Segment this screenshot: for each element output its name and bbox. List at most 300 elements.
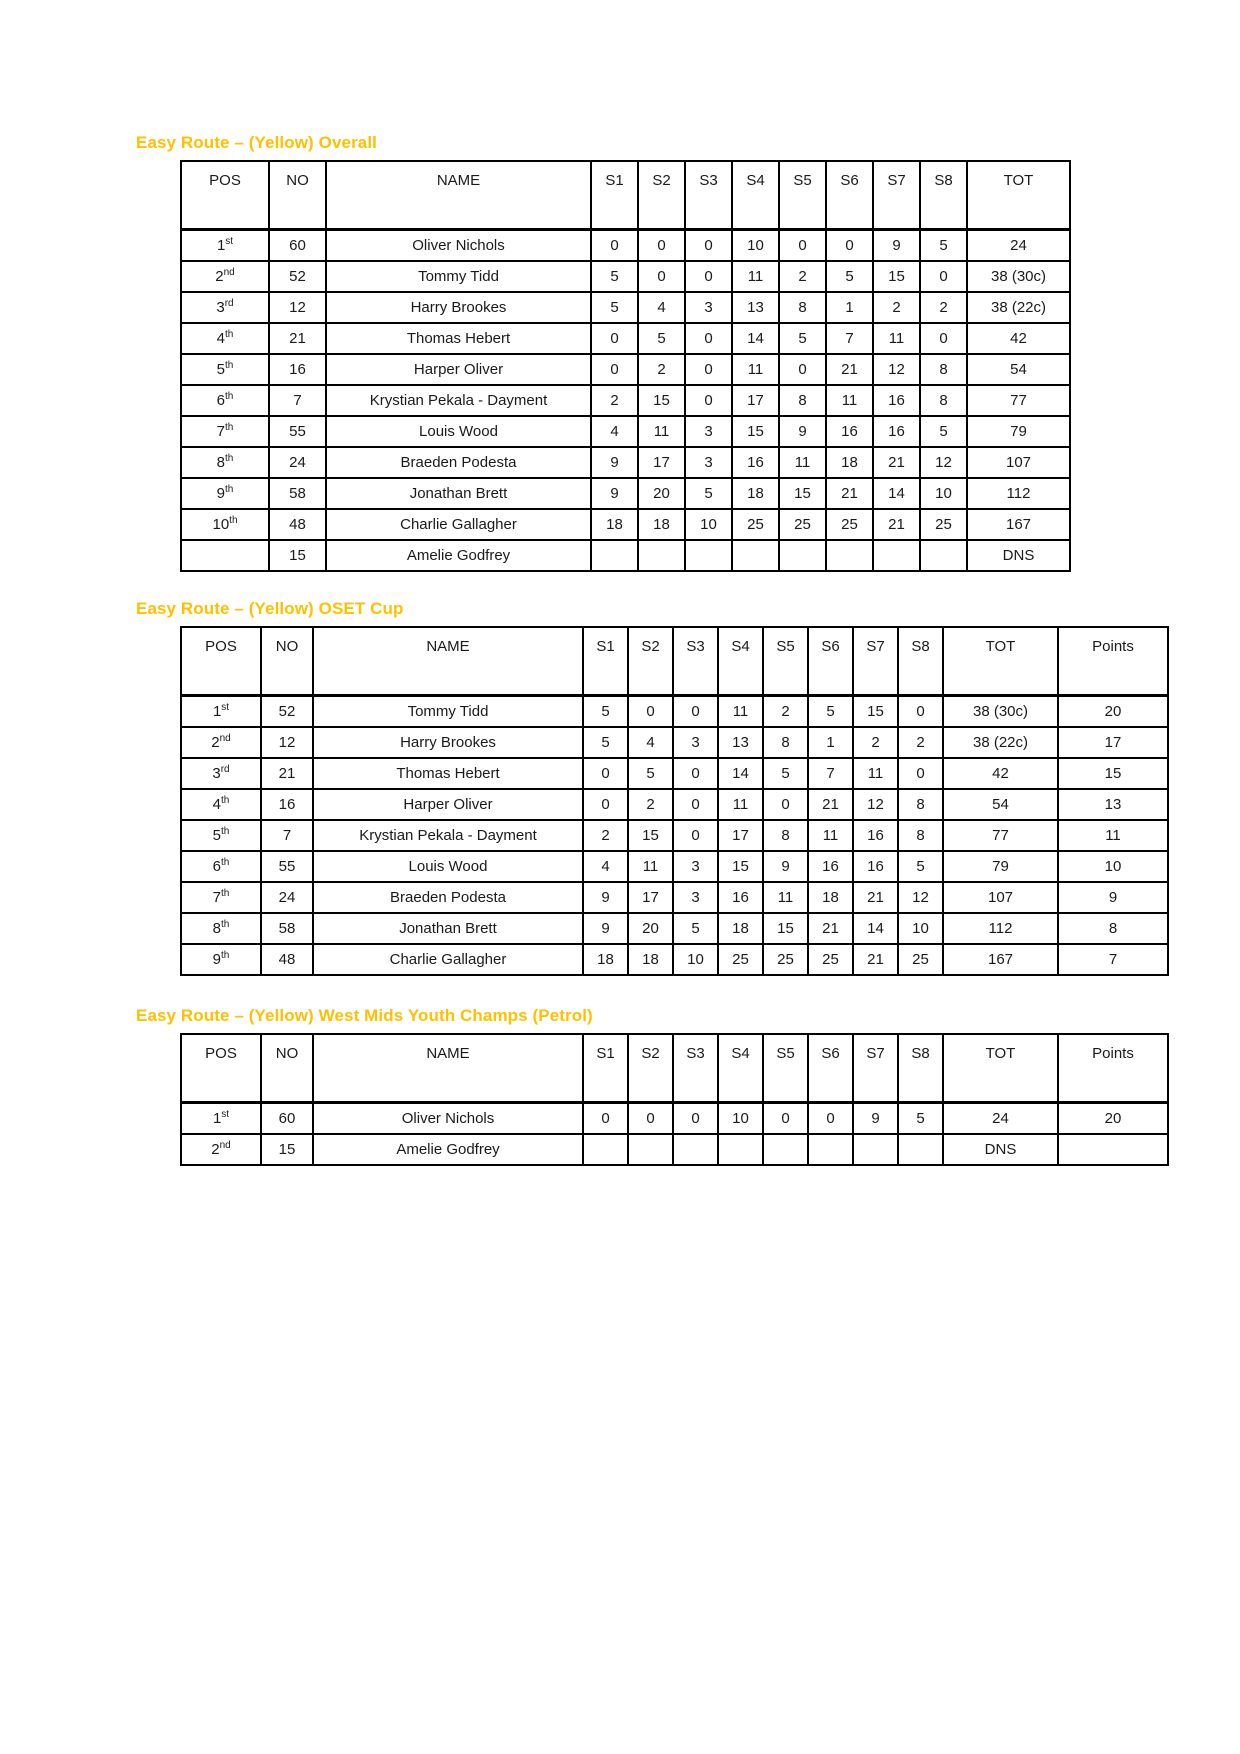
- cell-s5: 2: [779, 261, 826, 292]
- cell-s2: 20: [638, 478, 685, 509]
- cell-s3: 3: [685, 416, 732, 447]
- results-table-west-mids: [180, 1033, 1169, 1166]
- cell-pos: 2nd: [181, 1134, 261, 1165]
- cell-s7: 2: [853, 727, 898, 758]
- cell-name: Harper Oliver: [313, 789, 583, 820]
- cell-s5: 11: [779, 447, 826, 478]
- cell-s8: 5: [898, 1103, 943, 1135]
- cell-s1: 5: [591, 292, 638, 323]
- cell-pos: 1st: [181, 696, 261, 728]
- cell-s7: [873, 540, 920, 571]
- cell-s1: 18: [591, 509, 638, 540]
- column-header-s4: S4: [718, 627, 763, 696]
- cell-s3: 10: [673, 944, 718, 975]
- cell-s6: 25: [808, 944, 853, 975]
- cell-s5: [779, 540, 826, 571]
- section-oset-cup: [136, 599, 1200, 976]
- cell-s1: 9: [591, 478, 638, 509]
- cell-tot: 77: [943, 820, 1058, 851]
- cell-points: 9: [1058, 882, 1168, 913]
- cell-s3: 0: [685, 261, 732, 292]
- cell-s3: 0: [685, 230, 732, 262]
- cell-s8: 25: [920, 509, 967, 540]
- cell-s5: 25: [779, 509, 826, 540]
- cell-s6: 1: [826, 292, 873, 323]
- cell-s1: 5: [583, 696, 628, 728]
- cell-pos: 3rd: [181, 292, 269, 323]
- cell-points: 20: [1058, 696, 1168, 728]
- cell-s1: 0: [583, 1103, 628, 1135]
- column-header-s1: S1: [583, 627, 628, 696]
- cell-s5: 9: [779, 416, 826, 447]
- cell-s7: 21: [853, 882, 898, 913]
- cell-s6: 18: [808, 882, 853, 913]
- column-header-no: NO: [261, 1034, 313, 1103]
- cell-s8: 25: [898, 944, 943, 975]
- table-row: [181, 820, 1168, 851]
- cell-s8: 5: [920, 230, 967, 262]
- column-header-pos: POS: [181, 627, 261, 696]
- cell-s1: [591, 540, 638, 571]
- cell-s4: 17: [718, 820, 763, 851]
- cell-s6: 16: [826, 416, 873, 447]
- cell-pos: 7th: [181, 882, 261, 913]
- cell-s6: 21: [808, 789, 853, 820]
- cell-tot: DNS: [967, 540, 1070, 571]
- cell-no: 52: [261, 696, 313, 728]
- column-header-s5: S5: [779, 161, 826, 230]
- cell-s5: 0: [763, 1103, 808, 1135]
- cell-no: 15: [269, 540, 326, 571]
- cell-s2: 0: [628, 1103, 673, 1135]
- cell-s3: [673, 1134, 718, 1165]
- cell-name: Jonathan Brett: [313, 913, 583, 944]
- cell-points: 20: [1058, 1103, 1168, 1135]
- cell-points: 8: [1058, 913, 1168, 944]
- table-row: [181, 354, 1070, 385]
- cell-s7: 14: [873, 478, 920, 509]
- cell-pos: 4th: [181, 323, 269, 354]
- cell-tot: 79: [943, 851, 1058, 882]
- cell-s4: 10: [732, 230, 779, 262]
- cell-s6: 21: [826, 478, 873, 509]
- cell-s8: 0: [920, 261, 967, 292]
- cell-name: Charlie Gallagher: [326, 509, 591, 540]
- column-header-s4: S4: [732, 161, 779, 230]
- table-row: [181, 447, 1070, 478]
- cell-s5: [763, 1134, 808, 1165]
- column-header-name: NAME: [326, 161, 591, 230]
- table-row: [181, 758, 1168, 789]
- column-header-s7: S7: [873, 161, 920, 230]
- cell-s2: 11: [628, 851, 673, 882]
- column-header-s1: S1: [591, 161, 638, 230]
- cell-s8: 8: [920, 385, 967, 416]
- column-header-s3: S3: [673, 1034, 718, 1103]
- cell-s4: 14: [732, 323, 779, 354]
- cell-pos: 5th: [181, 820, 261, 851]
- cell-s5: 8: [763, 727, 808, 758]
- cell-pos: 4th: [181, 789, 261, 820]
- cell-tot: 112: [967, 478, 1070, 509]
- cell-s2: 5: [638, 323, 685, 354]
- cell-tot: 54: [943, 789, 1058, 820]
- cell-tot: 107: [943, 882, 1058, 913]
- cell-no: 55: [261, 851, 313, 882]
- cell-pos: 2nd: [181, 261, 269, 292]
- cell-no: 60: [261, 1103, 313, 1135]
- cell-no: 55: [269, 416, 326, 447]
- cell-s2: 20: [628, 913, 673, 944]
- cell-s5: 0: [779, 354, 826, 385]
- cell-s8: 0: [898, 758, 943, 789]
- cell-pos: 6th: [181, 385, 269, 416]
- results-table-overall: [180, 160, 1071, 572]
- cell-s3: 3: [673, 882, 718, 913]
- cell-s4: 16: [732, 447, 779, 478]
- cell-s6: [826, 540, 873, 571]
- cell-tot: 38 (22c): [967, 292, 1070, 323]
- cell-s3: 0: [685, 323, 732, 354]
- column-header-name: NAME: [313, 627, 583, 696]
- table-row: [181, 323, 1070, 354]
- cell-pos: 5th: [181, 354, 269, 385]
- cell-s8: 10: [898, 913, 943, 944]
- table-row: [181, 1134, 1168, 1165]
- cell-s3: 0: [673, 758, 718, 789]
- cell-s7: 11: [873, 323, 920, 354]
- column-header-s6: S6: [826, 161, 873, 230]
- cell-s1: 9: [591, 447, 638, 478]
- cell-s6: 16: [808, 851, 853, 882]
- cell-s5: 0: [763, 789, 808, 820]
- column-header-name: NAME: [313, 1034, 583, 1103]
- cell-s3: 5: [673, 913, 718, 944]
- column-header-s2: S2: [638, 161, 685, 230]
- column-header-s5: S5: [763, 627, 808, 696]
- cell-s6: 21: [826, 354, 873, 385]
- header-row: [181, 627, 1168, 696]
- cell-name: Harper Oliver: [326, 354, 591, 385]
- cell-s5: 11: [763, 882, 808, 913]
- cell-s5: 8: [779, 385, 826, 416]
- table-row: [181, 416, 1070, 447]
- column-header-s7: S7: [853, 627, 898, 696]
- cell-s4: [718, 1134, 763, 1165]
- cell-no: 52: [269, 261, 326, 292]
- table-row: [181, 385, 1070, 416]
- table-row: [181, 478, 1070, 509]
- cell-s3: 0: [685, 354, 732, 385]
- cell-s4: 10: [718, 1103, 763, 1135]
- table-row: [181, 230, 1070, 262]
- cell-pos: 6th: [181, 851, 261, 882]
- table-row: [181, 1103, 1168, 1135]
- cell-s4: 25: [718, 944, 763, 975]
- column-header-pos: POS: [181, 1034, 261, 1103]
- cell-s8: 0: [920, 323, 967, 354]
- cell-s8: 0: [898, 696, 943, 728]
- cell-no: 16: [261, 789, 313, 820]
- cell-no: 58: [261, 913, 313, 944]
- cell-s2: 5: [628, 758, 673, 789]
- cell-name: Tommy Tidd: [326, 261, 591, 292]
- cell-name: Amelie Godfrey: [313, 1134, 583, 1165]
- cell-no: 7: [261, 820, 313, 851]
- cell-pos: 7th: [181, 416, 269, 447]
- cell-s7: 12: [853, 789, 898, 820]
- cell-s7: [853, 1134, 898, 1165]
- cell-s2: 2: [628, 789, 673, 820]
- cell-s2: 0: [628, 696, 673, 728]
- cell-tot: 38 (30c): [967, 261, 1070, 292]
- cell-s4: [732, 540, 779, 571]
- cell-no: 12: [261, 727, 313, 758]
- cell-no: 60: [269, 230, 326, 262]
- cell-s1: 5: [583, 727, 628, 758]
- cell-tot: 24: [943, 1103, 1058, 1135]
- cell-s4: 11: [718, 789, 763, 820]
- cell-tot: 42: [967, 323, 1070, 354]
- cell-points: 10: [1058, 851, 1168, 882]
- cell-name: Krystian Pekala - Dayment: [326, 385, 591, 416]
- cell-s3: 3: [685, 292, 732, 323]
- table-row: [181, 913, 1168, 944]
- cell-s8: [920, 540, 967, 571]
- column-header-s7: S7: [853, 1034, 898, 1103]
- header-row: [181, 1034, 1168, 1103]
- cell-s1: 0: [591, 354, 638, 385]
- cell-no: 48: [269, 509, 326, 540]
- cell-tot: 79: [967, 416, 1070, 447]
- table-row: [181, 540, 1070, 571]
- column-header-tot: TOT: [943, 627, 1058, 696]
- cell-s4: 11: [718, 696, 763, 728]
- cell-s7: 15: [873, 261, 920, 292]
- cell-s1: [583, 1134, 628, 1165]
- cell-s7: 11: [853, 758, 898, 789]
- column-header-points: Points: [1058, 1034, 1168, 1103]
- cell-pos: 9th: [181, 478, 269, 509]
- cell-pos: 1st: [181, 1103, 261, 1135]
- column-header-pos: POS: [181, 161, 269, 230]
- cell-no: 12: [269, 292, 326, 323]
- cell-s3: 0: [673, 1103, 718, 1135]
- cell-s1: 4: [583, 851, 628, 882]
- cell-tot: 77: [967, 385, 1070, 416]
- cell-name: Braeden Podesta: [313, 882, 583, 913]
- cell-s2: 4: [638, 292, 685, 323]
- cell-s7: 2: [873, 292, 920, 323]
- cell-s5: 2: [763, 696, 808, 728]
- cell-s2: 0: [638, 230, 685, 262]
- cell-tot: 24: [967, 230, 1070, 262]
- cell-name: Thomas Hebert: [326, 323, 591, 354]
- cell-s2: 18: [638, 509, 685, 540]
- cell-s4: 18: [718, 913, 763, 944]
- cell-s6: 5: [826, 261, 873, 292]
- cell-s4: 13: [718, 727, 763, 758]
- cell-points: 11: [1058, 820, 1168, 851]
- cell-s6: 11: [826, 385, 873, 416]
- cell-pos: 9th: [181, 944, 261, 975]
- cell-s3: 3: [673, 727, 718, 758]
- cell-s1: 0: [583, 758, 628, 789]
- header-row: [181, 161, 1070, 230]
- table-row: [181, 851, 1168, 882]
- cell-s8: 8: [898, 820, 943, 851]
- section-title-oset-cup: Easy Route – (Yellow) OSET Cup: [136, 599, 404, 618]
- column-header-no: NO: [269, 161, 326, 230]
- cell-s8: 8: [920, 354, 967, 385]
- cell-s1: 0: [591, 323, 638, 354]
- cell-pos: 2nd: [181, 727, 261, 758]
- cell-s6: 7: [826, 323, 873, 354]
- cell-s1: 4: [591, 416, 638, 447]
- cell-s8: 2: [898, 727, 943, 758]
- column-header-points: Points: [1058, 627, 1168, 696]
- table-row: [181, 261, 1070, 292]
- cell-s4: 11: [732, 261, 779, 292]
- cell-s7: 16: [873, 416, 920, 447]
- column-header-s3: S3: [673, 627, 718, 696]
- cell-s6: 11: [808, 820, 853, 851]
- cell-s5: 8: [763, 820, 808, 851]
- cell-name: Oliver Nichols: [313, 1103, 583, 1135]
- cell-s3: 0: [673, 789, 718, 820]
- cell-s1: 9: [583, 882, 628, 913]
- cell-no: 48: [261, 944, 313, 975]
- cell-s7: 21: [873, 509, 920, 540]
- cell-points: [1058, 1134, 1168, 1165]
- table-row: [181, 696, 1168, 728]
- cell-s3: 3: [685, 447, 732, 478]
- section-overall: [136, 133, 1200, 572]
- cell-s4: 13: [732, 292, 779, 323]
- cell-no: 21: [269, 323, 326, 354]
- table-row: [181, 882, 1168, 913]
- cell-no: 15: [261, 1134, 313, 1165]
- column-header-s6: S6: [808, 1034, 853, 1103]
- cell-tot: 167: [967, 509, 1070, 540]
- cell-pos: 8th: [181, 447, 269, 478]
- cell-s7: 21: [873, 447, 920, 478]
- results-table-oset-cup: [180, 626, 1169, 976]
- cell-s2: 15: [628, 820, 673, 851]
- cell-s3: 10: [685, 509, 732, 540]
- cell-s7: 12: [873, 354, 920, 385]
- table-row: [181, 789, 1168, 820]
- section-west-mids: [136, 1006, 1200, 1166]
- cell-s6: 21: [808, 913, 853, 944]
- cell-s7: 21: [853, 944, 898, 975]
- cell-s8: 5: [920, 416, 967, 447]
- cell-s3: 5: [685, 478, 732, 509]
- cell-s5: 15: [779, 478, 826, 509]
- column-header-s2: S2: [628, 1034, 673, 1103]
- cell-pos: 8th: [181, 913, 261, 944]
- cell-tot: 54: [967, 354, 1070, 385]
- cell-s7: 15: [853, 696, 898, 728]
- cell-pos: 3rd: [181, 758, 261, 789]
- table-row: [181, 944, 1168, 975]
- column-header-s8: S8: [898, 1034, 943, 1103]
- cell-s8: 5: [898, 851, 943, 882]
- cell-s5: 8: [779, 292, 826, 323]
- cell-s2: 18: [628, 944, 673, 975]
- cell-no: 7: [269, 385, 326, 416]
- cell-tot: DNS: [943, 1134, 1058, 1165]
- cell-name: Thomas Hebert: [313, 758, 583, 789]
- column-header-s8: S8: [920, 161, 967, 230]
- column-header-s6: S6: [808, 627, 853, 696]
- cell-points: 15: [1058, 758, 1168, 789]
- cell-s5: 25: [763, 944, 808, 975]
- cell-s7: 16: [873, 385, 920, 416]
- cell-s7: 16: [853, 851, 898, 882]
- cell-s3: 3: [673, 851, 718, 882]
- cell-s1: 5: [591, 261, 638, 292]
- cell-tot: 42: [943, 758, 1058, 789]
- cell-s4: 14: [718, 758, 763, 789]
- cell-s1: 0: [591, 230, 638, 262]
- cell-s1: 9: [583, 913, 628, 944]
- cell-tot: 112: [943, 913, 1058, 944]
- cell-s8: 12: [898, 882, 943, 913]
- cell-s2: 17: [628, 882, 673, 913]
- cell-name: Amelie Godfrey: [326, 540, 591, 571]
- cell-s5: 0: [779, 230, 826, 262]
- cell-no: 21: [261, 758, 313, 789]
- cell-s4: 15: [732, 416, 779, 447]
- column-header-s4: S4: [718, 1034, 763, 1103]
- cell-s2: 0: [638, 261, 685, 292]
- cell-s4: 17: [732, 385, 779, 416]
- cell-s8: 8: [898, 789, 943, 820]
- column-header-s2: S2: [628, 627, 673, 696]
- cell-s6: 1: [808, 727, 853, 758]
- cell-tot: 107: [967, 447, 1070, 478]
- cell-s2: [628, 1134, 673, 1165]
- cell-s1: 2: [591, 385, 638, 416]
- cell-s6: 0: [808, 1103, 853, 1135]
- cell-s2: 4: [628, 727, 673, 758]
- cell-s5: 5: [763, 758, 808, 789]
- section-title-overall: Easy Route – (Yellow) Overall: [136, 133, 377, 152]
- cell-s7: 16: [853, 820, 898, 851]
- cell-name: Oliver Nichols: [326, 230, 591, 262]
- column-header-tot: TOT: [943, 1034, 1058, 1103]
- cell-s8: 12: [920, 447, 967, 478]
- cell-s5: 9: [763, 851, 808, 882]
- cell-name: Braeden Podesta: [326, 447, 591, 478]
- cell-s7: 9: [873, 230, 920, 262]
- cell-pos: 10th: [181, 509, 269, 540]
- cell-name: Charlie Gallagher: [313, 944, 583, 975]
- cell-s8: [898, 1134, 943, 1165]
- table-row: [181, 509, 1070, 540]
- cell-name: Louis Wood: [326, 416, 591, 447]
- table-row: [181, 292, 1070, 323]
- cell-s2: 2: [638, 354, 685, 385]
- cell-s6: 7: [808, 758, 853, 789]
- cell-name: Jonathan Brett: [326, 478, 591, 509]
- cell-name: Louis Wood: [313, 851, 583, 882]
- cell-tot: 38 (30c): [943, 696, 1058, 728]
- cell-s8: 2: [920, 292, 967, 323]
- column-header-s1: S1: [583, 1034, 628, 1103]
- cell-points: 7: [1058, 944, 1168, 975]
